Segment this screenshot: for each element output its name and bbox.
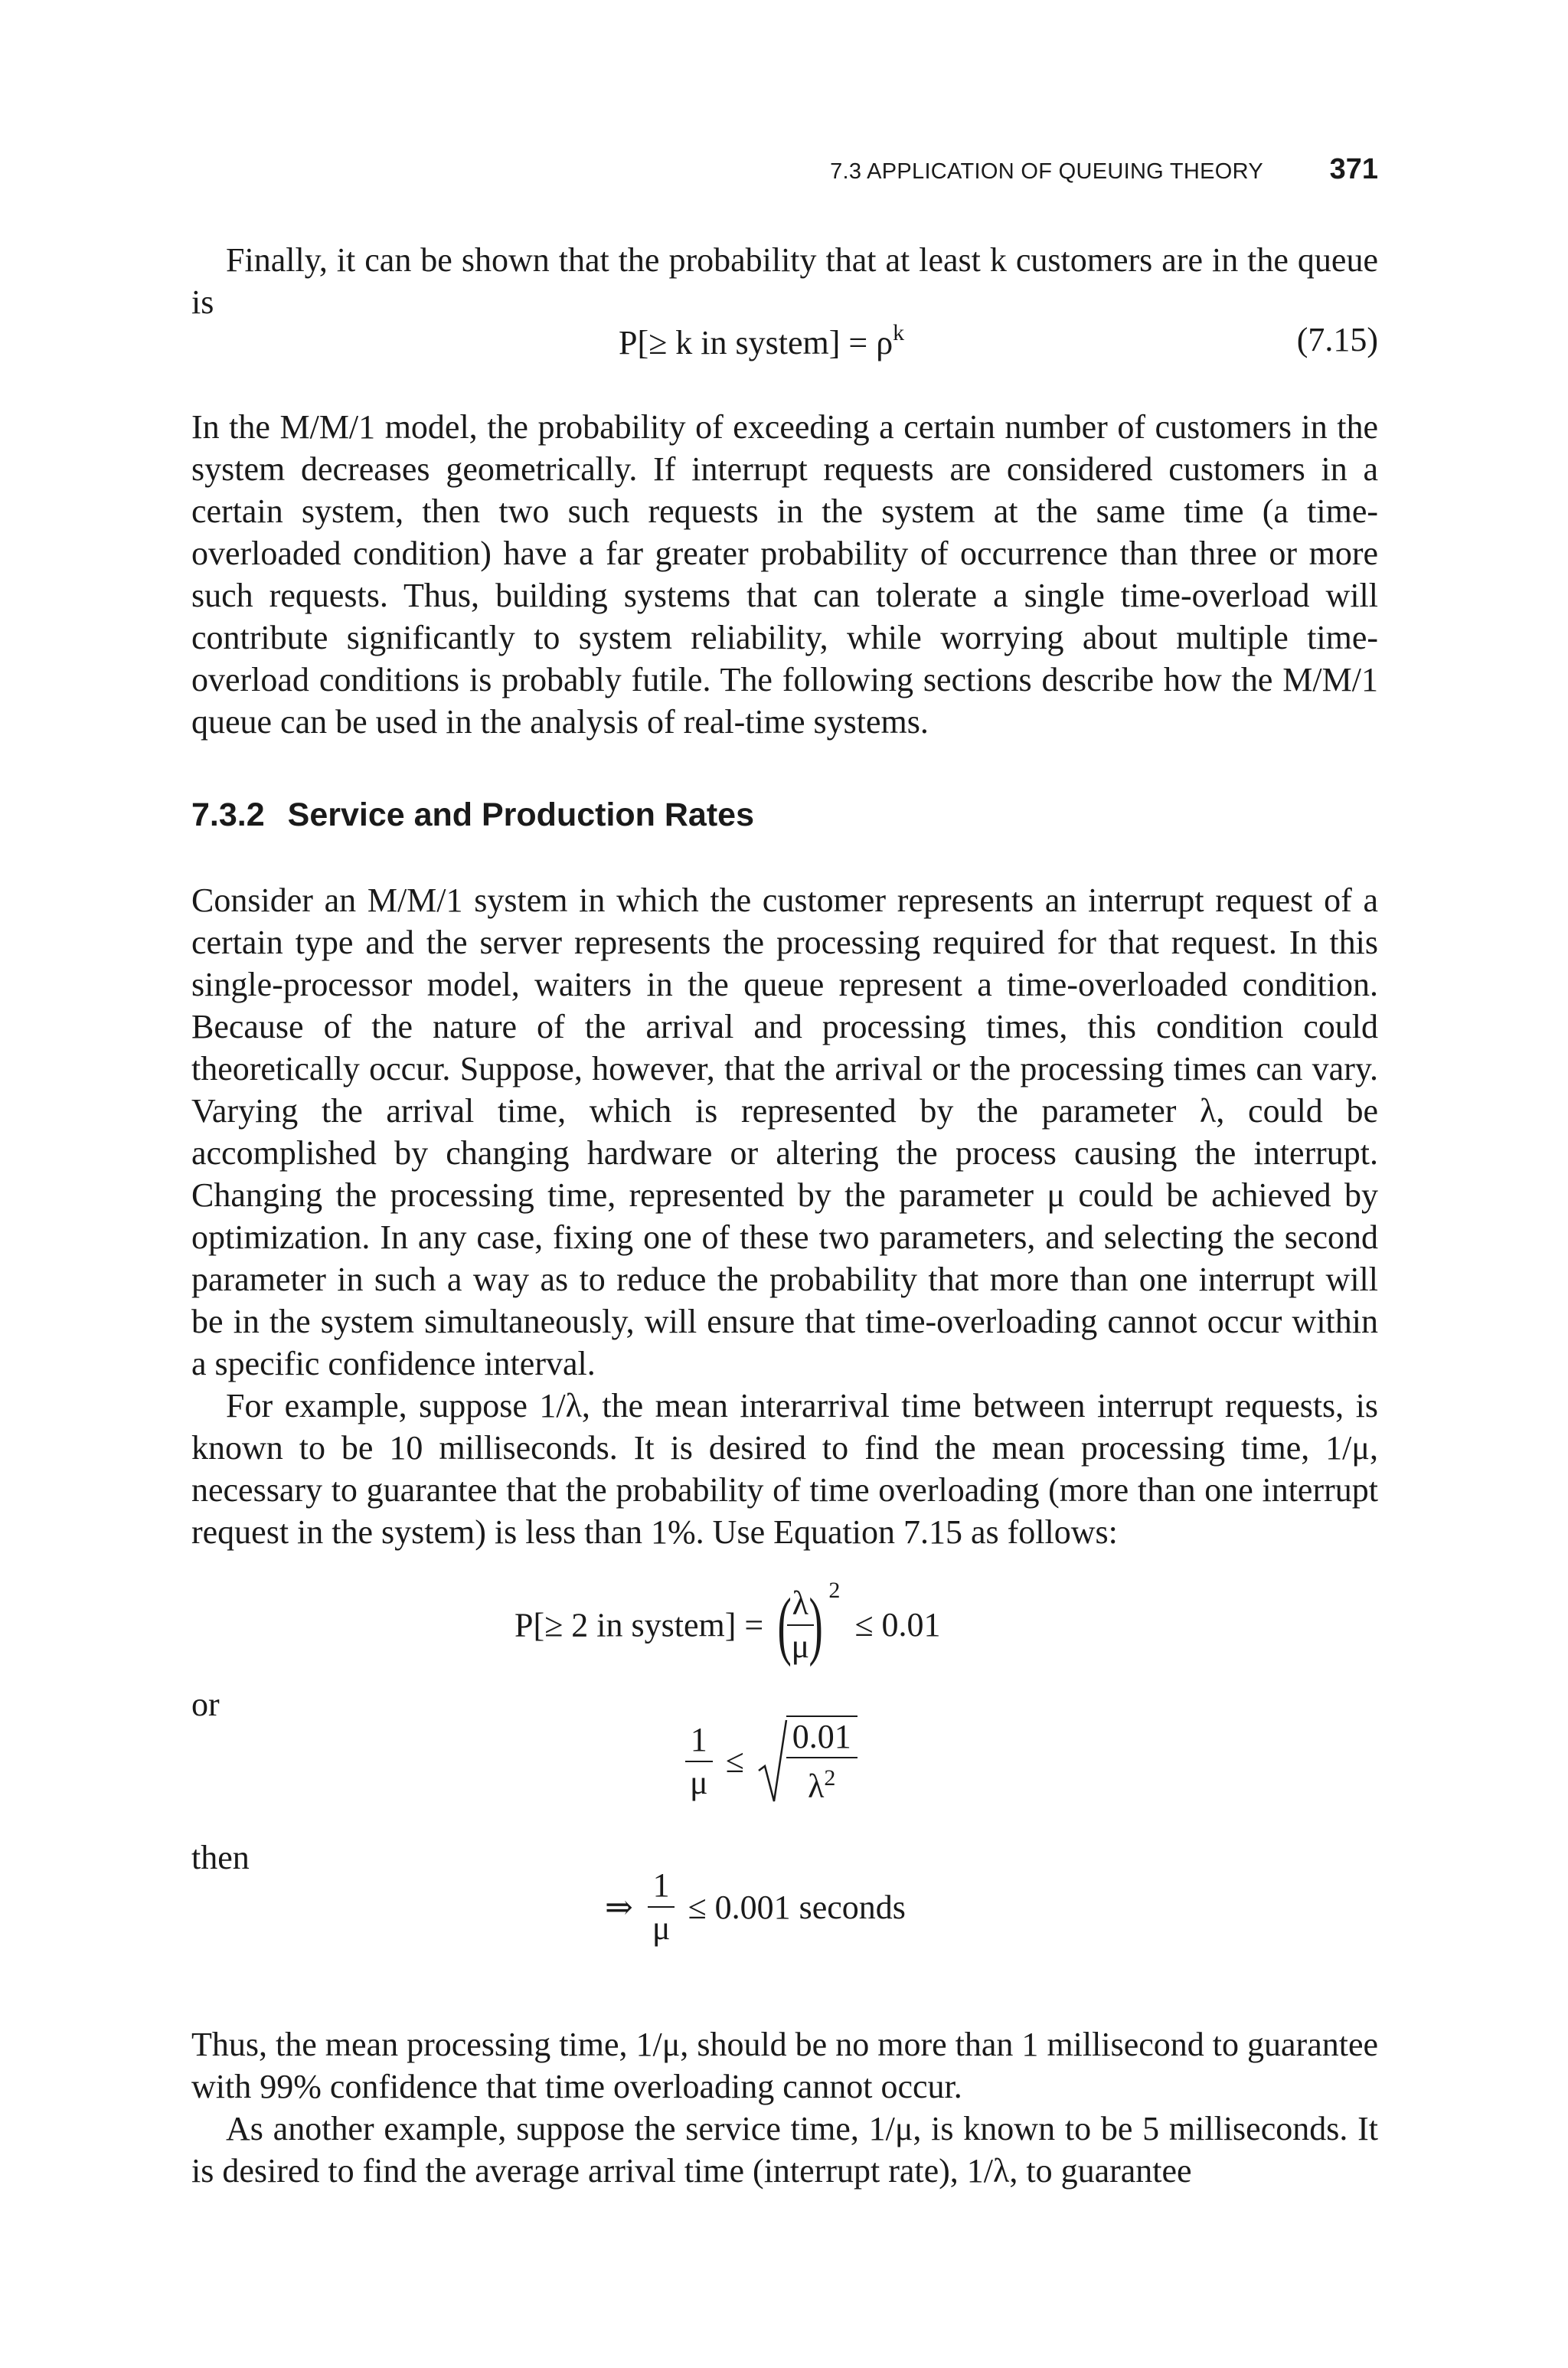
- paragraph-thus: Thus, the mean processing time, 1/μ, should be no more than 1 millisecond to guarantee with 99% confidence that time overloading cannot occur.: [191, 2026, 1378, 2105]
- paragraph-another: As another example, suppose the service time, 1/μ, is known to be 5 milliseconds. It is desired to find the average arrival time (interrupt rate), 1/λ, to guarantee: [191, 2110, 1378, 2190]
- fraction-one-over-mu: [648, 1865, 675, 1949]
- left-paren-icon: (: [777, 1581, 792, 1667]
- fraction-numerator: 1: [648, 1865, 675, 1908]
- equation-result: [605, 1865, 906, 1949]
- page-number: 371: [1329, 153, 1378, 185]
- paragraph-conclusion: [191, 2023, 1378, 2192]
- label-or: or: [191, 1686, 220, 1723]
- radical-sign-icon: [757, 1719, 788, 1804]
- paragraph-body: [191, 879, 1378, 1553]
- paragraph-intro-text: Finally, it can be shown that the probability that at least k customers are in the queue is: [191, 241, 1378, 321]
- section-heading: [191, 796, 754, 834]
- root-denominator-base: λ: [808, 1768, 825, 1805]
- label-then: then: [191, 1839, 250, 1876]
- equation-7-15-exponent: k: [893, 320, 905, 345]
- equation-result-rhs: ≤ 0.001 seconds: [688, 1888, 906, 1926]
- fraction-one-over-mu: [685, 1719, 713, 1804]
- square-root: [757, 1715, 858, 1807]
- running-head: 7.3 APPLICATION OF QUEUING THEORY: [830, 159, 1263, 184]
- fraction-denominator: μ: [652, 1909, 671, 1947]
- paragraph-mm1-text: In the M/M/1 model, the probability of exceeding a certain number of customers in the system decreases geometrically. If interrupt requests are considered customers in a certain system, then two such requests in the system at the same time (a time-overloaded condition) have a far greater probability of occurrence than three or more such requests. Thus, building systems that can tolerate a single time-overload will contribute significantly to system reliability, while worrying about multiple time-overload conditions is probably futile. The following sections describe how the M/M/1 queue can be used in the analysis of real-time systems.: [191, 408, 1378, 741]
- fraction-numerator: 1: [685, 1719, 713, 1762]
- equation-number: (7.15): [1296, 321, 1378, 358]
- equation-7-15-lhs: P[≥ k in system] = ρ: [619, 324, 893, 361]
- equation-probability-exponent: 2: [828, 1578, 841, 1603]
- relation-symbol: ≤: [725, 1742, 744, 1780]
- page-header: [191, 153, 1378, 191]
- section-title: Service and Production Rates: [287, 796, 754, 833]
- implies-arrow-icon: ⇒: [605, 1888, 633, 1926]
- fraction-denominator: μ: [690, 1763, 708, 1801]
- equation-7-15: [619, 320, 904, 362]
- right-paren-icon: ): [808, 1581, 823, 1667]
- root-denominator-exponent: 2: [824, 1765, 836, 1791]
- equation-probability: [514, 1578, 941, 1667]
- fraction-denominator: μ: [791, 1627, 810, 1665]
- fraction-numerator: λ: [787, 1583, 815, 1626]
- root-numerator: 0.01: [786, 1717, 858, 1758]
- root-fraction: [786, 1715, 858, 1807]
- paragraph-consider: Consider an M/M/1 system in which the customer represents an interrupt request of a certain type and the server represents the processing required for that request. In this single-processor model, waiters in the queue represent a time-overloaded condition. Because of the nature of the arrival and processing times, this condition could theoretically occur. Suppose, however, that the arrival or the processing times can vary. Varying the arrival time, which is represented by the parameter λ, could be accomplished by changing hardware or altering the process causing the interrupt. Changing the processing time, represented by the parameter μ could be achieved by optimization. In any case, fixing one of these two parameters, and selecting the second parameter in such a way as to reduce the probability that more than one interrupt will be in the system simultaneously, will ensure that time-overloading cannot occur within a specific confidence interval.: [191, 881, 1378, 1382]
- section-number: 7.3.2: [191, 796, 265, 833]
- paragraph-intro: [191, 239, 1378, 323]
- equation-probability-lhs: P[≥ 2 in system] =: [514, 1606, 764, 1644]
- paragraph-example: For example, suppose 1/λ, the mean interarrival time between interrupt requests, is known to be 10 milliseconds. It is desired to find the mean processing time, 1/μ, necessary to guarantee that the probability of time overloading (more than one interrupt request in the system) is less than 1%. Use Equation 7.15 as follows:: [191, 1387, 1378, 1551]
- equation-probability-rhs: ≤ 0.01: [854, 1606, 941, 1644]
- paragraph-mm1: [191, 406, 1378, 743]
- root-denominator: [786, 1758, 858, 1807]
- equation-bound: [685, 1715, 858, 1807]
